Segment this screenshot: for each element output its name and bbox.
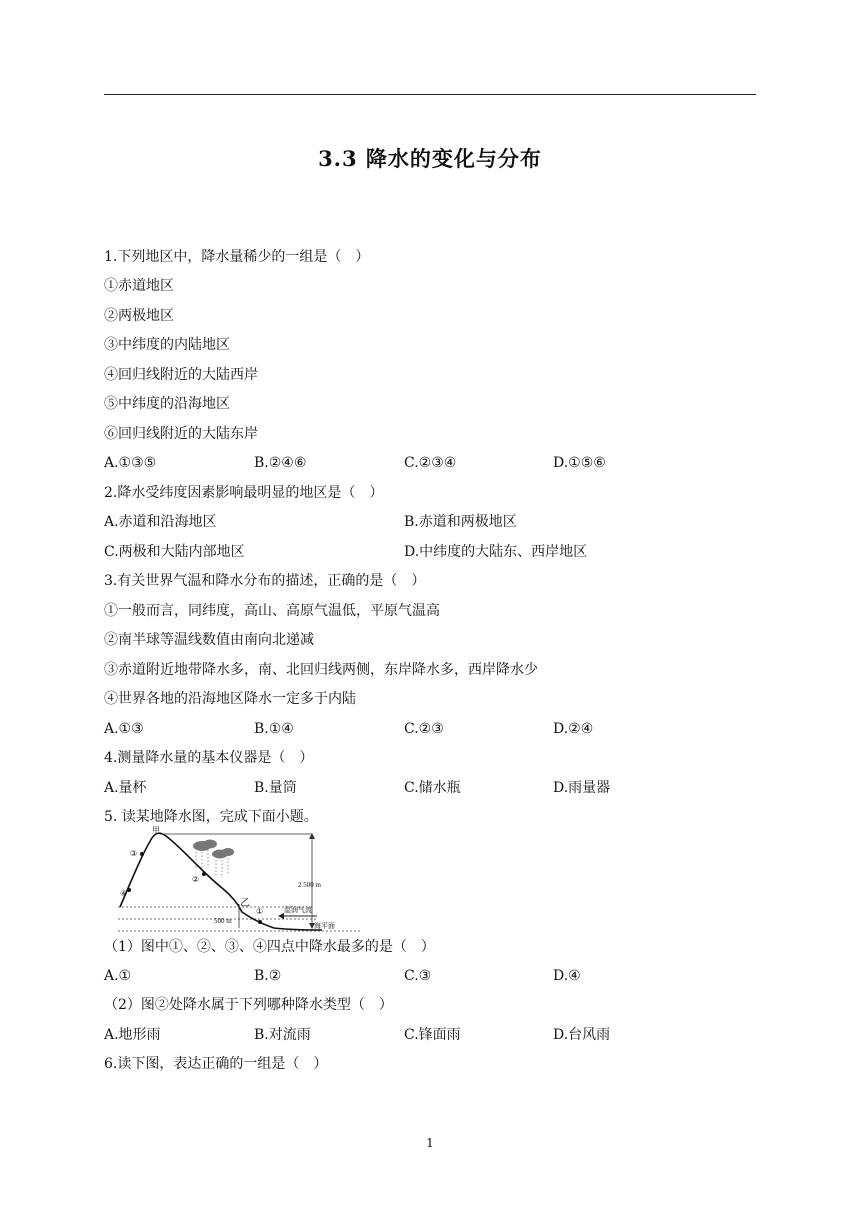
q4-stem: 4.测量降水量的基本仪器是（ ） — [104, 750, 314, 766]
q1-item-3: ③中纬度的内陆地区 — [104, 337, 230, 353]
q5-sub1-option-d: D.④ — [553, 968, 581, 984]
q5-sub2-stem: （2）图②处降水属于下列哪种降水类型（ ） — [104, 997, 393, 1013]
label-point-1: ① — [256, 907, 264, 916]
q5-sub2-option-b: B.对流雨 — [254, 1027, 311, 1043]
q4-option-a: A.量杯 — [104, 780, 147, 796]
q4-option-b: B.量筒 — [254, 780, 297, 796]
q1-option-b: B.②④⑥ — [254, 455, 307, 471]
q5-sub2-option-d: D.台风雨 — [553, 1027, 611, 1043]
label-point-4: ④ — [120, 889, 128, 898]
q3-option-a: A.①③ — [104, 721, 144, 737]
q4-option-c: C.储水瓶 — [404, 780, 461, 796]
point-1-dot — [258, 920, 262, 924]
page-number: 1 — [426, 1136, 434, 1150]
rain-cloud-icon — [193, 840, 234, 879]
q2-option-c: C.两极和大陆内部地区 — [104, 544, 245, 560]
q6-stem: 6.读下图，表达正确的一组是（ ） — [104, 1056, 328, 1072]
point-4-dot — [127, 888, 131, 892]
q1-item-1: ①赤道地区 — [104, 278, 174, 294]
q3-option-d: D.②④ — [553, 721, 594, 737]
label-height-2500: 2 500 m — [298, 881, 321, 889]
page-title: 3.3 降水的变化与分布 — [318, 146, 542, 171]
q5-stem: 5. 读某地降水图，完成下面小题。 — [104, 809, 318, 825]
label-point-3: ③ — [130, 849, 138, 858]
q3-stem: 3.有关世界气温和降水分布的描述，正确的是（ ） — [104, 573, 426, 589]
q5-sub1-option-b: B.② — [254, 968, 282, 984]
label-height-500: 500 m — [214, 917, 232, 925]
q2-stem: 2.降水受纬度因素影响最明显的地区是（ ） — [104, 485, 384, 501]
q3-option-c: C.②③ — [404, 721, 444, 737]
q1-stem: 1.下列地区中，降水量稀少的一组是（ ） — [104, 249, 370, 265]
q3-item-1: ①一般而言，同纬度，高山、高原气温低，平原气温高 — [104, 603, 440, 619]
q3-option-b: B.①④ — [254, 721, 294, 737]
q5-sub2-option-a: A.地形雨 — [104, 1027, 161, 1043]
q3-item-4: ④世界各地的沿海地区降水一定多于内陆 — [104, 691, 356, 707]
q2-option-d: D.中纬度的大陆东、西岸地区 — [404, 544, 588, 560]
q3-item-2: ②南半球等温线数值由南向北递减 — [104, 632, 314, 648]
label-airflow: 湿润气流 — [284, 906, 312, 914]
q2-option-a: A.赤道和沿海地区 — [104, 514, 217, 530]
point-2-dot — [202, 872, 206, 876]
label-jia: 甲 — [152, 826, 160, 835]
q3-item-3: ③赤道附近地带降水多，南、北回归线两侧，东岸降水多，西岸降水少 — [104, 662, 538, 678]
label-yi: 乙 — [240, 898, 250, 909]
header-rule — [104, 94, 756, 95]
q1-item-2: ②两极地区 — [104, 308, 174, 324]
precipitation-figure — [112, 824, 372, 934]
q1-item-4: ④回归线附近的大陆西岸 — [104, 367, 258, 383]
point-3-dot — [140, 852, 144, 856]
q5-sub2-option-c: C.锋面雨 — [404, 1027, 461, 1043]
q1-option-d: D.①⑤⑥ — [553, 455, 606, 471]
q5-sub1-option-a: A.① — [104, 968, 132, 984]
q1-item-6: ⑥回归线附近的大陆东岸 — [104, 426, 258, 442]
q2-option-b: B.赤道和两极地区 — [404, 514, 517, 530]
label-point-2: ② — [192, 875, 200, 884]
q1-option-a: A.①③⑤ — [104, 455, 157, 471]
q5-sub1-option-c: C.③ — [404, 968, 432, 984]
mountain-profile — [120, 833, 322, 930]
q1-option-c: C.②③④ — [404, 455, 457, 471]
q1-item-5: ⑤中纬度的沿海地区 — [104, 396, 230, 412]
q4-option-d: D.雨量器 — [553, 780, 611, 796]
label-sea-level: 海平面 — [314, 922, 335, 930]
q5-sub1-stem: （1）图中①、②、③、④四点中降水最多的是（ ） — [104, 939, 435, 955]
